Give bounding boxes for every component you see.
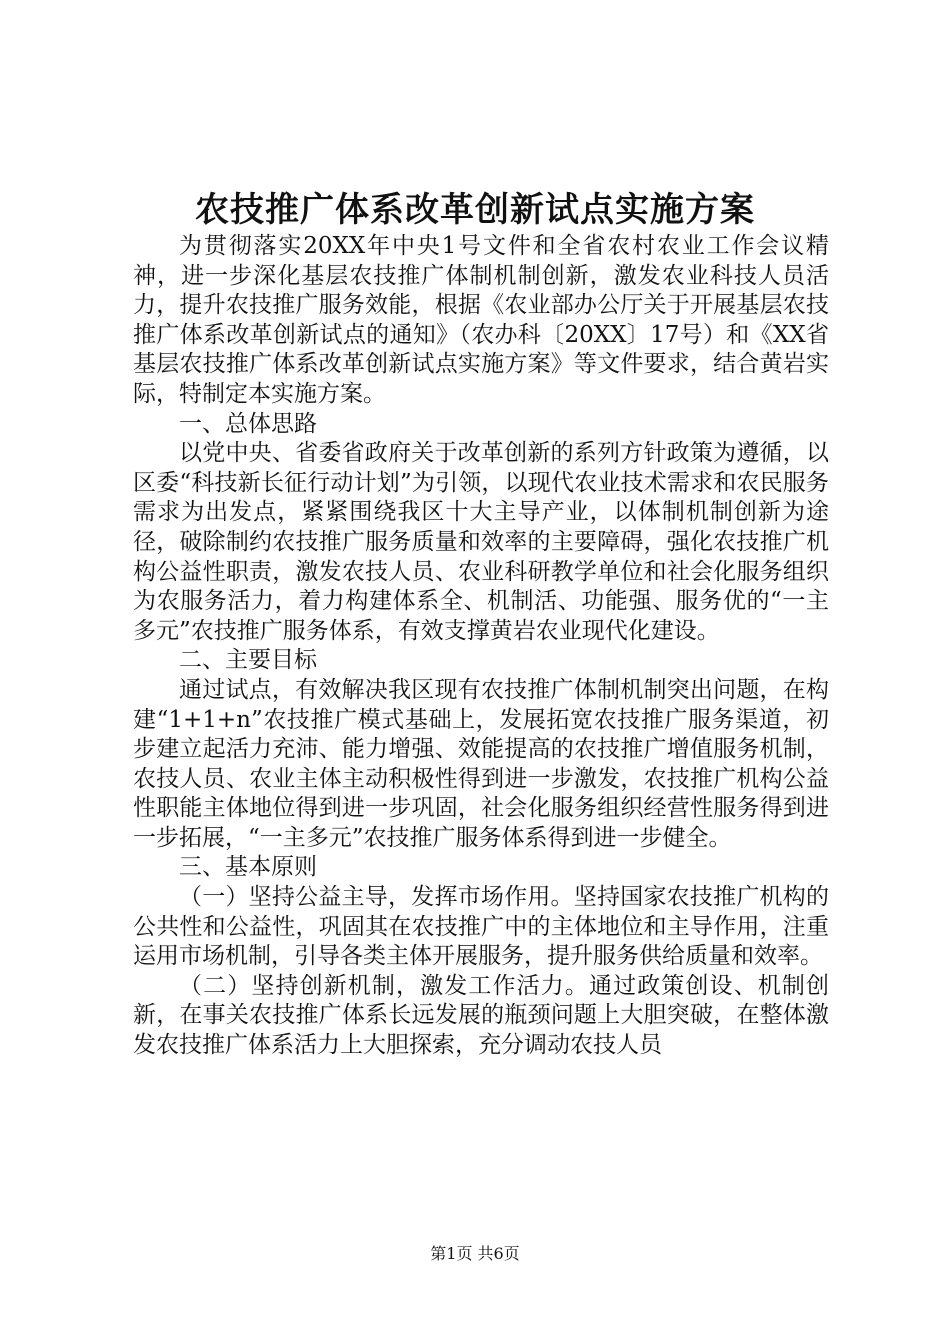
section-heading-overall-idea: 一、总体思路 xyxy=(179,410,317,437)
section-heading-basic-principles: 三、基本原则 xyxy=(179,854,317,881)
document-body xyxy=(133,232,829,1061)
section-body-overall-idea: 以党中央、省委省政府关于改革创新的系列方针政策为遵循，以区委“科技新长征行动计划”为引领，以现代农业技术需求和农民服务需求为出发点，紧紧围绕我区十大主导产业，以体制机制创新为途径，破除制约农技推广服务质量和效率的主要障碍，强化农技推广机构公益性职责，激发农技人员、农业科研教学单位和社会化服务组织为农服务活力，着力构建体系全、机制活、功能强、服务优的“一主多元”农技推广服务体系，有效支撑黄岩农业现代化建设。 xyxy=(133,440,829,644)
principle-paragraph-2: （二）坚持创新机制，激发工作活力。通过政策创设、机制创新，在事关农技推广体系长远发展的瓶颈问题上大胆突破，在整体激发农技推广体系活力上大胆探索，充分调动农技人员 xyxy=(133,972,829,1059)
principle-paragraph-1: （一）坚持公益主导，发挥市场作用。坚持国家农技推广机构的公共性和公益性，巩固其在农技推广中的主体地位和主导作用，注重运用市场机制，引导各类主体开展服务，提升服务供给质量和效率。 xyxy=(133,884,829,970)
document-title: 农技推广体系改革创新试点实施方案 xyxy=(195,190,755,230)
intro-paragraph: 为贯彻落实20XX年中央1号文件和全省农村农业工作会议精神，进一步深化基层农技推广体制机制创新，激发农业科技人员活力，提升农技推广服务效能，根据《农业部办公厅关于开展基层农技推广体系改革创新试点的通知》（农办科〔20XX〕17号）和《XX省基层农技推广体系改革创新试点实施方案》等文件要求，结合黄岩实际，特制定本实施方案。 xyxy=(133,233,829,407)
page-number-footer: 第1页 共6页 xyxy=(430,1244,520,1263)
section-body-main-goals: 通过试点，有效解决我区现有农技推广体制机制突出问题，在构建“1+1+n”农技推广模式基础上，发展拓宽农技推广服务渠道，初步建立起活力充沛、能力增强、效能提高的农技推广增值服务机制，农技人员、农业主体主动积极性得到进一步激发，农技推广机构公益性职能主体地位得到进一步巩固，社会化服务组织经营性服务得到进一步拓展，“一主多元”农技推广服务体系得到进一步健全。 xyxy=(133,676,829,851)
section-heading-main-goals: 二、主要目标 xyxy=(179,647,317,674)
